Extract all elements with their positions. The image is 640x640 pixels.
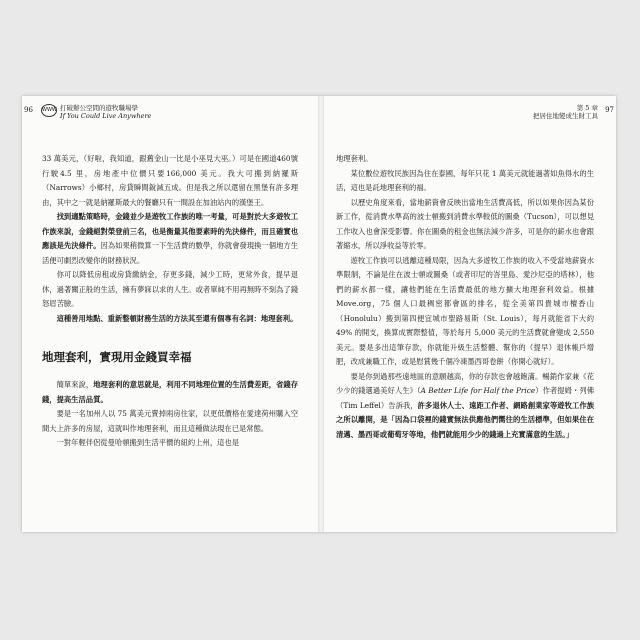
text: ）作者提姆・列佛（Tim Leffel）告訴我， xyxy=(336,386,595,410)
paragraph: 地理套利。 xyxy=(336,154,373,163)
header-title: 打破辦公空間的遊牧職場學 xyxy=(60,104,138,112)
paragraph: 要是一名加州人以 75 萬美元賣掉兩房住家，以更低價格在愛達荷州購入空間大上許多的房屋，這就叫作地理套利，而且這種做法現在已是常態。 xyxy=(42,409,298,433)
book-title-italic: A Better Life for Half the Price xyxy=(420,386,536,395)
paragraph: 一對年輕伴侶從曼哈頓搬到生活平價的紐約上州，這也是 xyxy=(56,438,240,447)
bold-text: 找到適點策略時，金錢並少是遊牧工作族的唯一考量，可是對於大多遊牧工作族來說，金錢絕對榮登前三名，也是衡量其他要素時的先決條件，而且確實也應該是先決條件。 xyxy=(42,212,298,250)
page-number-right: 97 xyxy=(605,106,614,114)
left-page xyxy=(22,96,318,532)
bold-text: 許多退休人士、遠距工作者、網路創業家等遊牧工作族之所以離開，是「因為口袋裡的錢實無法供應他們嚮往的生活標準，但如果住在清邁、墨西哥或葡萄牙等地，他們就能用少少的錢過上充實滿意的生活。」 xyxy=(336,400,594,439)
right-page-body xyxy=(336,152,594,442)
paragraph: 這種善用地點、重新整頓財務生活的方法其至還有個專有名詞：地理套利。 xyxy=(56,313,298,323)
text: 簡單來說， xyxy=(56,380,94,389)
chapter-title: 把居住地變成生財工具 xyxy=(533,112,598,120)
paragraph: 遊牧工作族可以逃離這種局限，因為大多遊牧工作族的收入不受當地薪資水準限制，不論是住在波士頓或圖桑（或者印尼的峇里島、愛沙尼亞的塔林），他們的薪水都一樣，讓他們能在生活費最低的地方擴大地理套利效益。根據 Move.org，75 個人口最稠密都會區的排名，從全美第四貴城市檀香山（Honolulu）搬到第四便宜城市聖路易斯（St. Louis），每月就能省下大約 49% 的開支，換算成實際整值，等於每月 5,000 美元的生活費就會變成 2,550 美元。要是多出這筆存款，你就能升級生活整體、幫你的（提早）退休帳戶增肥，改成兼職工作，或是慰賞幾千個冷凍墨西哥卷餅（你開心就好）。 xyxy=(336,255,594,366)
running-header-left xyxy=(60,104,151,120)
paragraph xyxy=(336,370,594,443)
logo-icon: WWW xyxy=(41,104,57,117)
paragraph: 某位數位遊牧民族因為住在泰國，每年只花 1 萬美元就能過著如魚得水的生活，這也是託地理套利的福。 xyxy=(336,168,594,192)
paragraph xyxy=(42,378,298,407)
paragraph: 33 萬美元，（好啦，我知道，跟舊金山一比是小巫見大巫。）可是在國道460號行駛4.5 里，房地產中位價只要166,000 美元。我大可搬到納羅斯（Narrows）小鄉村，房貸瞬間銳減五成。但是我之所以還留在黑堡有許多理由，其中之一就是納羅斯最大的餐廳只有一間設在加油站內的漢堡王。 xyxy=(42,154,298,207)
paragraph xyxy=(42,210,298,268)
text: 要是你到過那些遠地區的意願越高，你的存款也會越飽滿。暢銷作家兼《花少少的錢選過美好人生》（ xyxy=(336,371,594,395)
running-header-right xyxy=(533,104,598,120)
right-page xyxy=(324,96,616,532)
bold-text: 地理套利的意思就是，利用不同地理位置的生活費差距，省錢存錢，提高生活品質。 xyxy=(42,380,299,404)
book-spread xyxy=(22,96,616,532)
left-page-body xyxy=(42,152,298,451)
page-number-left: 96 xyxy=(24,106,33,114)
chapter-number: 第 5 章 xyxy=(576,104,598,112)
paragraph: 你可以降低房租或房貸繳納金，存更多錢，減少工時，更常外食，提早退休，過著關正般的生活，擁有夢寐以求的人生。或者單純不用再無時不刻為了錢怒眉苦臉。 xyxy=(42,270,298,308)
header-subtitle: If You Could Live Anywhere xyxy=(60,112,152,120)
section-heading: 地理套利，實現用金錢買幸福 xyxy=(42,350,192,364)
paragraph: 以歷史角度來看，當地薪資會反映出當地生活費高低，所以如果你因為某份新工作，從消費水準高的波士頓搬到消費水準較低的圖桑（Tucson），可以想見工作收入也會深受影響。你在圖桑的租金也無法減少許多，可是你的薪水也會跟著縮水，所以淨收益等於零。 xyxy=(336,197,594,250)
text: 因為如果稍微算一下生活費的數學，你就會發現換一個地方生活便可劇烈改變你的財務狀況。 xyxy=(42,241,299,265)
